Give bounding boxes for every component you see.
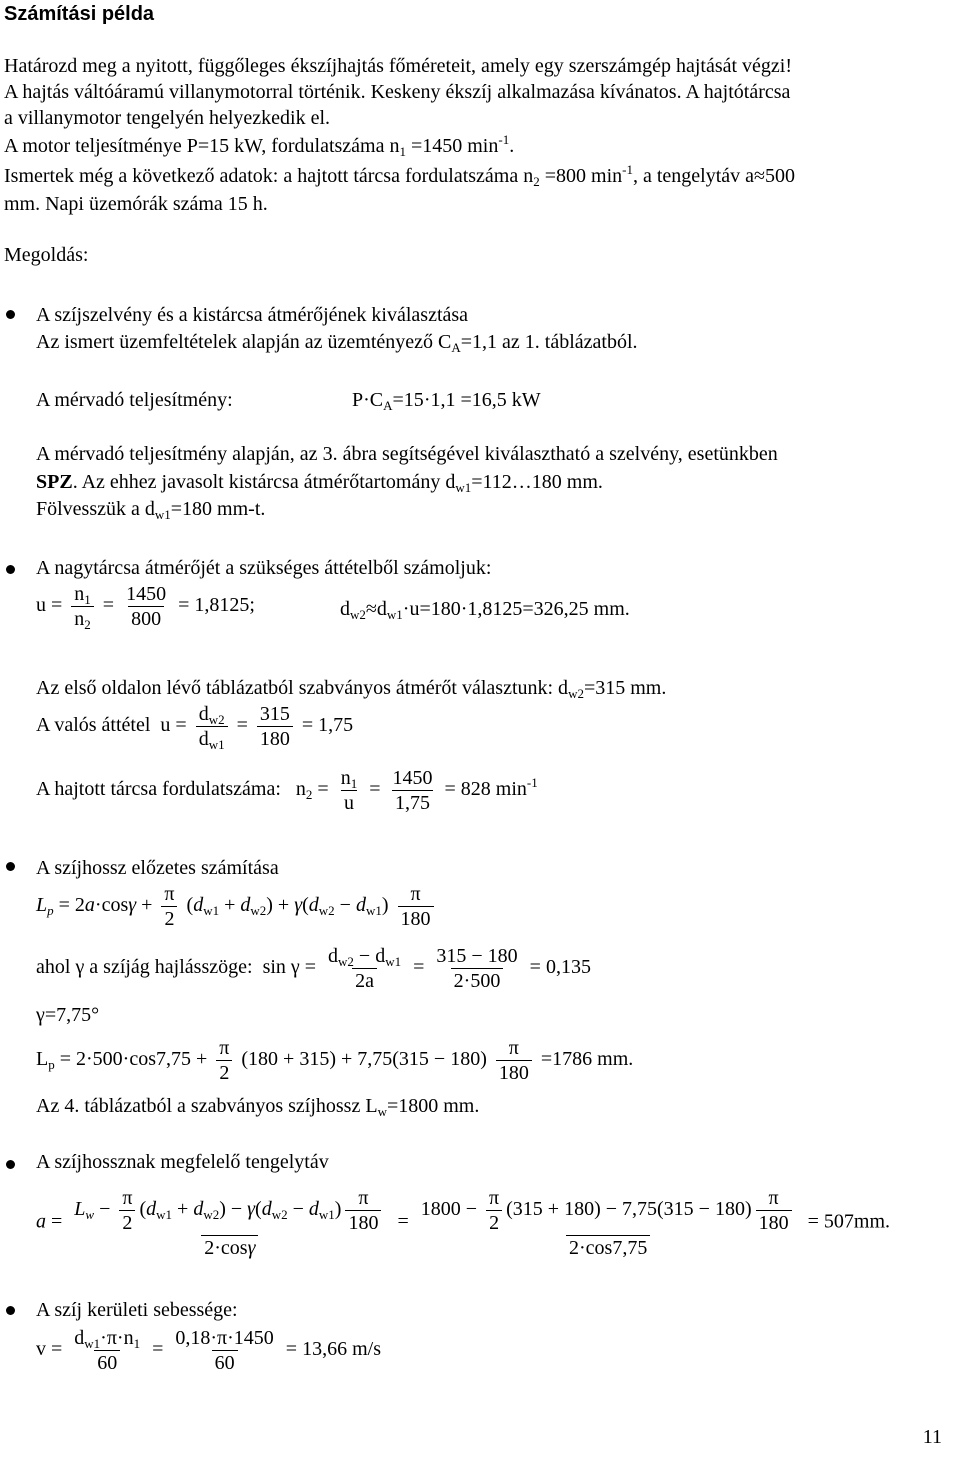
bullet-5 <box>6 1306 15 1315</box>
s3-heading: A szíjhossz előzetes számítása <box>36 857 279 879</box>
gamma-value: γ=7,75° <box>36 1004 100 1026</box>
ratio-formula: u = $\frac{n_1}{n_2}$ = $\frac{1450}{800}$ = 1,8125; <box>36 583 255 632</box>
s1-line-1: Az ismert üzemfeltételek alapján az üzemtényező $C_A=1,1$ az 1. táblázatból. <box>36 331 638 355</box>
bullet-2 <box>6 565 15 574</box>
power-formula: $P\cdot C_A=15\cdot 1,1 =16,5$ kW <box>352 389 541 413</box>
solution-label: Megoldás: <box>4 244 89 266</box>
s1-line-5: Fölvesszük a $d_{w1}=180$ mm-t. <box>36 498 266 522</box>
intro-line-5: Ismertek még a következő adatok: a hajtott tárcsa fordulatszáma $n_2 =800$ $\min^{-1}$, a tengelytáv a≈500 <box>4 162 796 189</box>
bullet-3 <box>6 862 15 871</box>
intro-line-2: A hajtás váltóáramú villanymotorral történik. Keskeny ékszíj alkalmazása kívánatos. A hajtótárcsa <box>4 81 791 103</box>
intro-line-4: A motor teljesítménye P=15 kW, fordulatszáma $n_1 =1450$ $\min^{-1}$. <box>4 132 515 159</box>
speed-formula: v = $\frac{d_{w1}\cdot\pi\cdot n_1}{60}$ = $\frac{0,18\cdot\pi\cdot 1450}{60}$ = 13,66 m/s <box>36 1327 381 1374</box>
dw2-formula: $d_{w2}\approx d_{w1}\cdot u=180\cdot 1,8125=326,25$ mm. <box>340 598 630 622</box>
s4-heading: A szíjhossznak megfelelő tengelytáv <box>36 1151 329 1173</box>
axis-distance-formula: a = $L_w$ − $\frac{\pi}{2}$ $(d_{w1} + d_{w2}) - \gamma(d_{w2} - d_{w1})$ $\frac{\pi}{180}$ 2·cosγ = 1800 − $\frac{\pi}{2}$ (315 + 180) − 7,75(315 − 180) $\frac{\pi}{180}$ 2·cos7,75 = 507mm. <box>36 1187 891 1259</box>
real-ratio: A valós áttétel u = $\frac{d_{w2}}{d_{w1}}$ = $\frac{315}{180}$ = 1,75 <box>36 703 354 752</box>
s5-heading: A szíj kerületi sebessége: <box>36 1299 238 1321</box>
s1-line-3: A mérvadó teljesítmény alapján, az 3. ábra segítségével kiválasztható a szelvény, esetünkben <box>36 443 778 465</box>
std-diameter: Az első oldalon lévő táblázatból szabványos átmérőt választunk: $d_{w2}=315$ mm. <box>36 677 667 701</box>
page-number: 11 <box>922 1426 942 1448</box>
s1-heading: A szíjszelvény és a kistárcsa átmérőjének kiválasztása <box>36 304 469 326</box>
n2-formula: A hajtott tárcsa fordulatszáma: $n_2$ = $\frac{n_1}{u}$ = $\frac{1450}{1,75}$ = 828 $\min^{-1}$ <box>36 767 538 814</box>
intro-line-6: mm. Napi üzemórák száma 15 h. <box>4 193 268 215</box>
lp-formula-general: $L_p = 2a\cdot\cos\gamma$ + $\frac{\pi}{2}$ $(d_{w1} + d_{w2}) + \gamma(d_{w2} - d_{w1})$ $\frac{\pi}{180}$ <box>36 882 438 931</box>
s1-line-4: SPZ. Az ehhez javasolt kistárcsa átmérőtartomány $d_{w1}=112\dots 180$ mm. <box>36 471 603 495</box>
lp-formula-numeric: $L_p = 2\cdot 500\cdot\cos 7,75$ + $\frac{\pi}{2}$ (180 + 315) + 7,75(315 − 180) $\frac{\pi}{180}$ =1786 mm. <box>36 1037 634 1084</box>
intro-line-3: a villanymotor tengelyén helyezkedik el. <box>4 107 330 129</box>
intro-line-1: Határozd meg a nyitott, függőleges ékszíjhajtás főméreteit, amely egy szerszámgép hajtását végzi! <box>4 55 793 77</box>
power-label: A mérvadó teljesítmény: <box>36 389 233 411</box>
sin-formula: ahol γ a szíjág hajlásszöge: sin γ = $\frac{d_{w2} - d_{w1}}{2a}$ = $\frac{315 - 180}{2\cdot 500}$ = 0,135 <box>36 945 591 992</box>
page-title: Számítási példa <box>4 3 155 25</box>
std-belt-length: Az 4. táblázatból a szabványos szíjhossz $L_w=1800$ mm. <box>36 1095 480 1119</box>
bullet-4 <box>6 1160 15 1169</box>
bullet-1 <box>6 310 15 319</box>
s2-heading: A nagytárcsa átmérőjét a szükséges áttételből számoljuk: <box>36 557 492 579</box>
